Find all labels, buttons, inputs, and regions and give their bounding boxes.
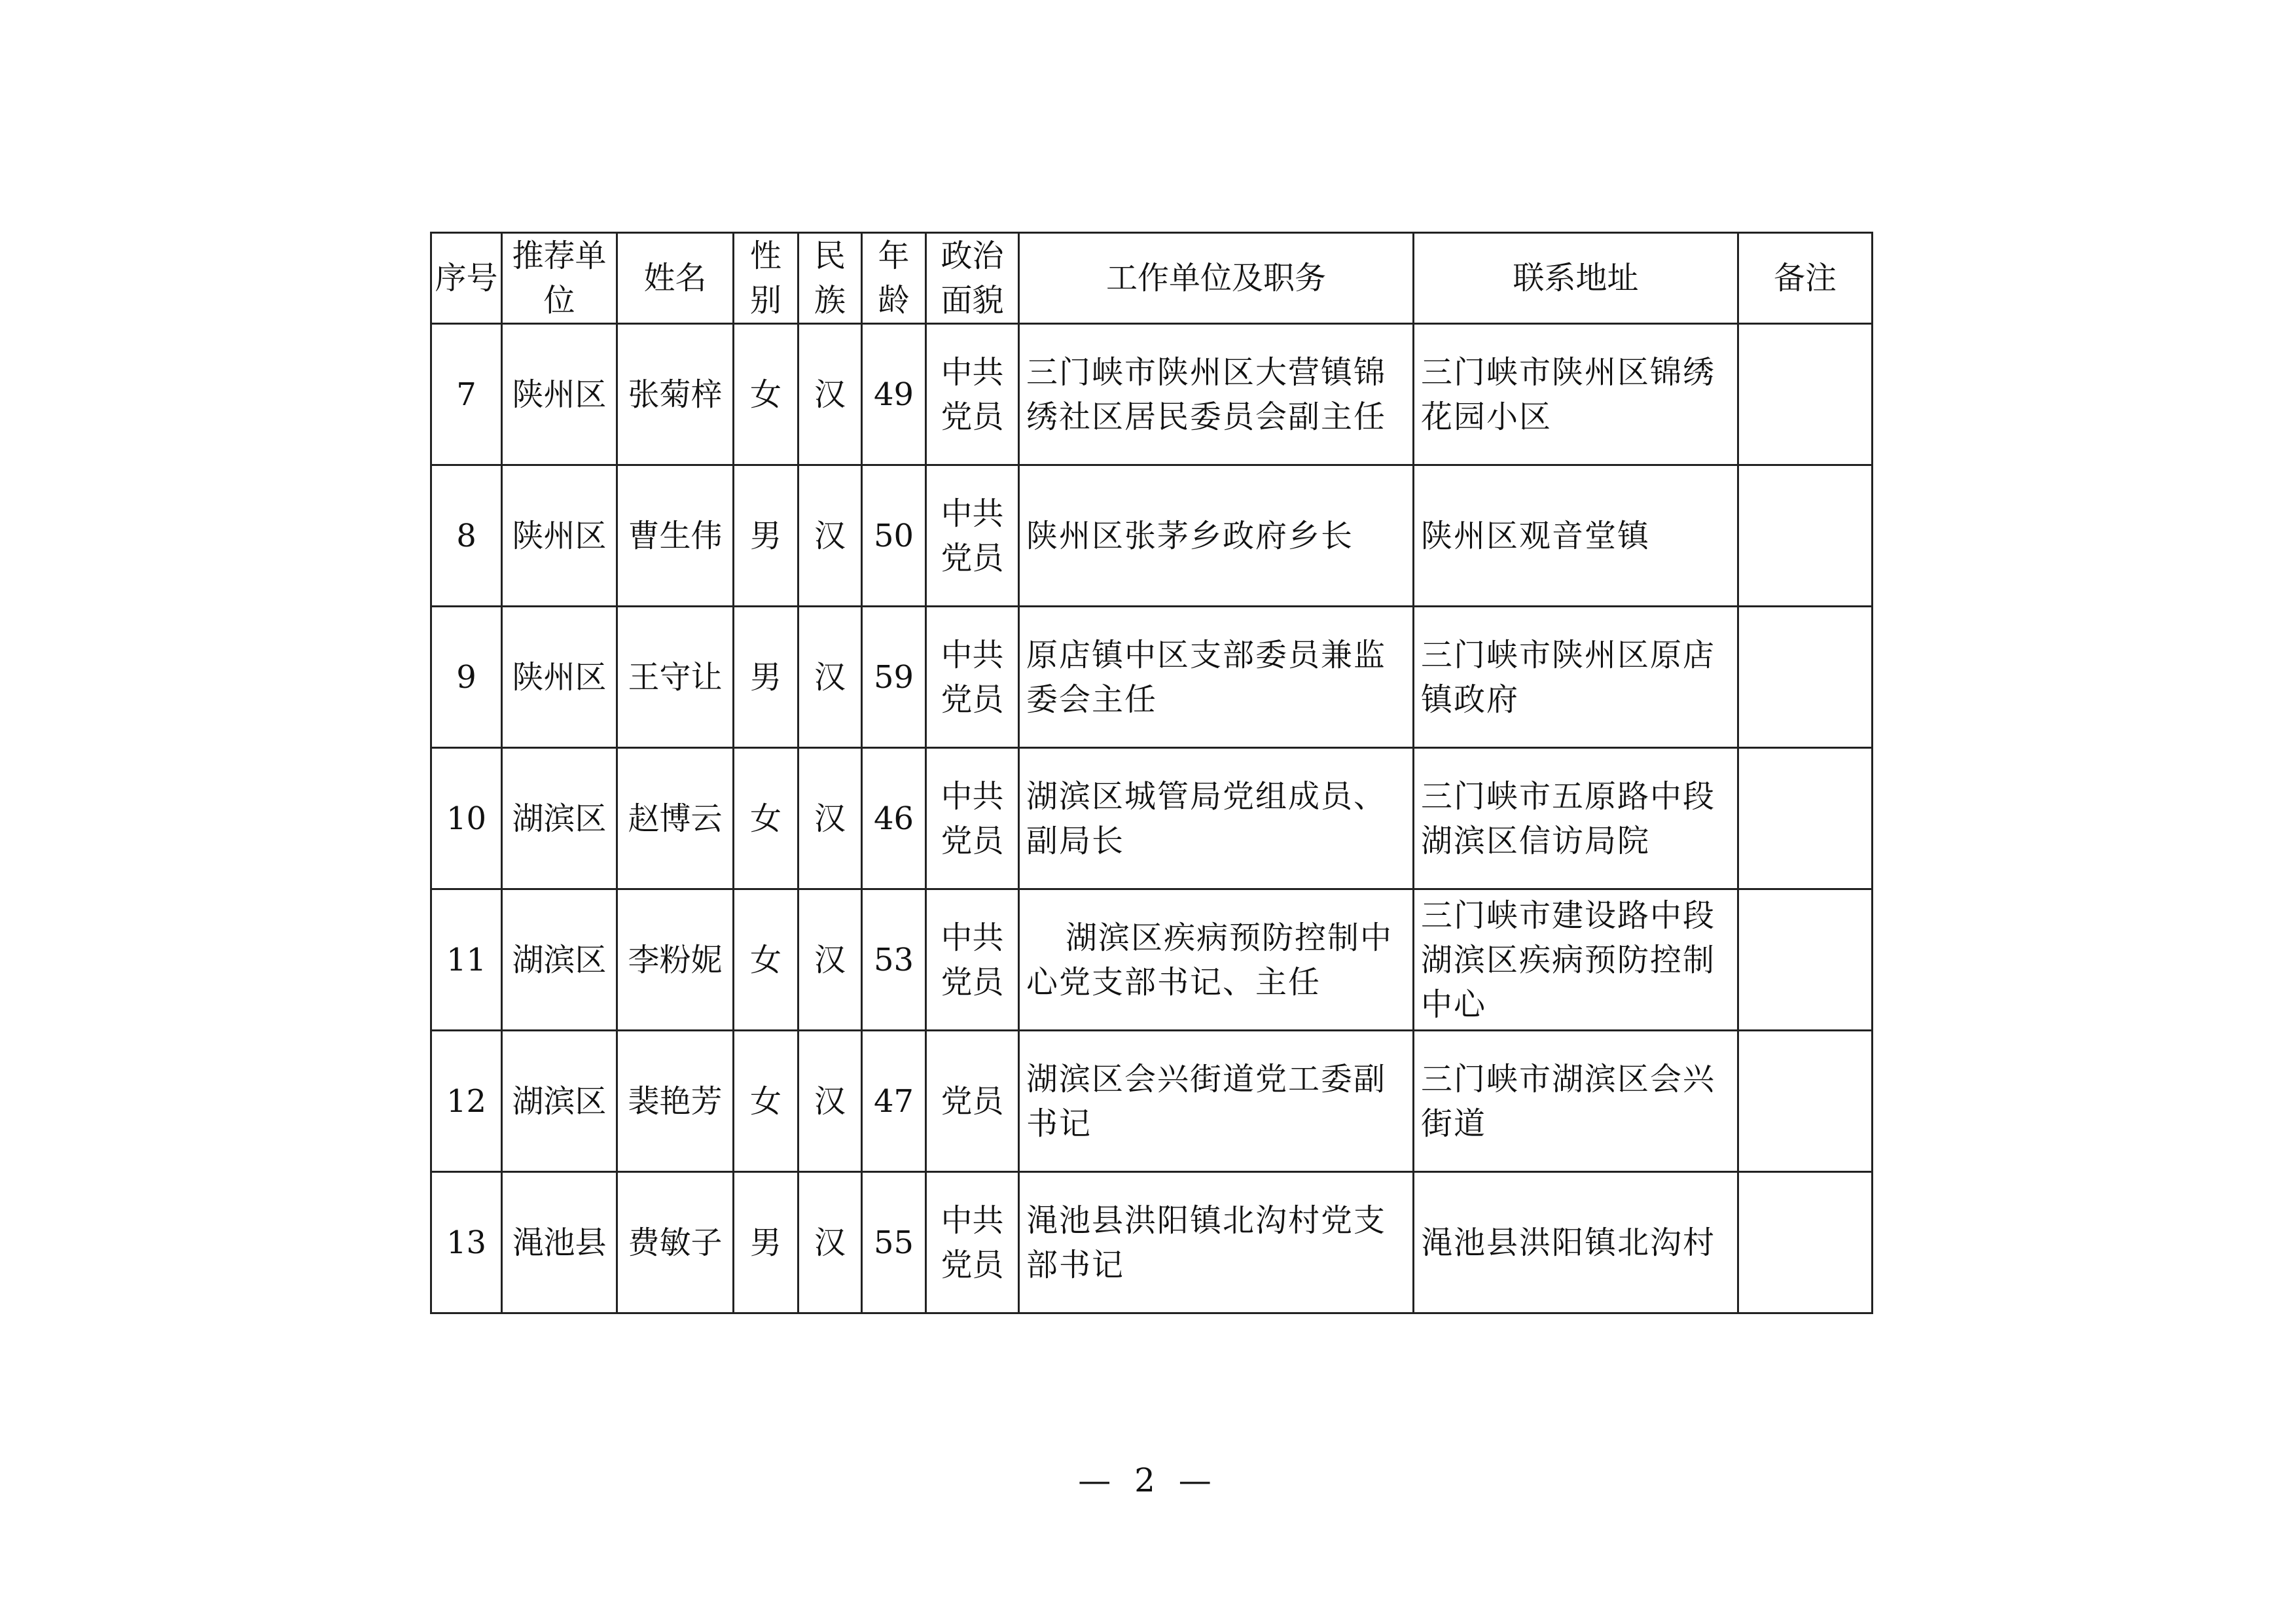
cell-name: 王守让 <box>617 607 734 748</box>
header-unit: 推荐单位 <box>502 233 617 324</box>
cell-seq: 11 <box>431 889 502 1031</box>
cell-gender: 女 <box>734 889 798 1031</box>
cell-age: 49 <box>862 324 926 465</box>
cell-remarks <box>1738 1172 1873 1313</box>
cell-name: 裴艳芳 <box>617 1031 734 1172</box>
cell-remarks <box>1738 607 1873 748</box>
cell-unit: 陕州区 <box>502 607 617 748</box>
table-row <box>431 465 1873 607</box>
cell-political: 中共党员 <box>926 465 1019 607</box>
table-row <box>431 607 1873 748</box>
cell-remarks <box>1738 324 1873 465</box>
cell-political: 党员 <box>926 1031 1019 1172</box>
cell-position: 渑池县洪阳镇北沟村党支部书记 <box>1019 1172 1414 1313</box>
cell-age: 47 <box>862 1031 926 1172</box>
cell-ethnicity: 汉 <box>798 889 862 1031</box>
header-political: 政治面貌 <box>926 233 1019 324</box>
cell-address: 三门峡市湖滨区会兴街道 <box>1414 1031 1738 1172</box>
cell-name: 费敏子 <box>617 1172 734 1313</box>
cell-remarks <box>1738 889 1873 1031</box>
table-row <box>431 1172 1873 1313</box>
table-row <box>431 324 1873 465</box>
header-ethnicity: 民族 <box>798 233 862 324</box>
cell-ethnicity: 汉 <box>798 1031 862 1172</box>
cell-political: 中共党员 <box>926 889 1019 1031</box>
cell-gender: 男 <box>734 465 798 607</box>
cell-seq: 12 <box>431 1031 502 1172</box>
cell-address: 三门峡市陕州区锦绣花园小区 <box>1414 324 1738 465</box>
cell-seq: 9 <box>431 607 502 748</box>
cell-address: 三门峡市建设路中段湖滨区疾病预防控制中心 <box>1414 889 1738 1031</box>
table-header-row <box>431 233 1873 324</box>
cell-remarks <box>1738 465 1873 607</box>
header-name: 姓名 <box>617 233 734 324</box>
cell-political: 中共党员 <box>926 748 1019 889</box>
cell-unit: 渑池县 <box>502 1172 617 1313</box>
cell-remarks <box>1738 1031 1873 1172</box>
cell-address: 陕州区观音堂镇 <box>1414 465 1738 607</box>
cell-ethnicity: 汉 <box>798 465 862 607</box>
cell-position: 湖滨区会兴街道党工委副书记 <box>1019 1031 1414 1172</box>
table-row <box>431 889 1873 1031</box>
cell-seq: 10 <box>431 748 502 889</box>
table-row <box>431 748 1873 889</box>
cell-ethnicity: 汉 <box>798 1172 862 1313</box>
cell-address: 渑池县洪阳镇北沟村 <box>1414 1172 1738 1313</box>
page-number: — 2 — <box>1078 1461 1218 1499</box>
cell-political: 中共党员 <box>926 324 1019 465</box>
cell-ethnicity: 汉 <box>798 748 862 889</box>
cell-position: 湖滨区疾病预防控制中心党支部书记、主任 <box>1019 889 1414 1031</box>
cell-seq: 8 <box>431 465 502 607</box>
cell-position: 陕州区张茅乡政府乡长 <box>1019 465 1414 607</box>
header-remarks: 备注 <box>1738 233 1873 324</box>
cell-age: 50 <box>862 465 926 607</box>
cell-position: 三门峡市陕州区大营镇锦绣社区居民委员会副主任 <box>1019 324 1414 465</box>
cell-political: 中共党员 <box>926 607 1019 748</box>
cell-age: 55 <box>862 1172 926 1313</box>
cell-unit: 湖滨区 <box>502 1031 617 1172</box>
cell-address: 三门峡市陕州区原店镇政府 <box>1414 607 1738 748</box>
header-seq: 序号 <box>431 233 502 324</box>
cell-name: 张菊梓 <box>617 324 734 465</box>
cell-political: 中共党员 <box>926 1172 1019 1313</box>
candidate-table <box>430 232 1873 1314</box>
header-address: 联系地址 <box>1414 233 1738 324</box>
cell-position: 原店镇中区支部委员兼监委会主任 <box>1019 607 1414 748</box>
cell-unit: 陕州区 <box>502 465 617 607</box>
cell-position: 湖滨区城管局党组成员、副局长 <box>1019 748 1414 889</box>
cell-seq: 7 <box>431 324 502 465</box>
cell-age: 59 <box>862 607 926 748</box>
cell-unit: 湖滨区 <box>502 889 617 1031</box>
header-position: 工作单位及职务 <box>1019 233 1414 324</box>
cell-ethnicity: 汉 <box>798 324 862 465</box>
cell-unit: 湖滨区 <box>502 748 617 889</box>
header-gender: 性别 <box>734 233 798 324</box>
cell-seq: 13 <box>431 1172 502 1313</box>
cell-ethnicity: 汉 <box>798 607 862 748</box>
cell-name: 赵博云 <box>617 748 734 889</box>
cell-unit: 陕州区 <box>502 324 617 465</box>
cell-remarks <box>1738 748 1873 889</box>
cell-gender: 男 <box>734 1172 798 1313</box>
cell-address: 三门峡市五原路中段湖滨区信访局院 <box>1414 748 1738 889</box>
cell-age: 53 <box>862 889 926 1031</box>
cell-gender: 男 <box>734 607 798 748</box>
cell-name: 李粉妮 <box>617 889 734 1031</box>
cell-age: 46 <box>862 748 926 889</box>
cell-gender: 女 <box>734 324 798 465</box>
table-row <box>431 1031 1873 1172</box>
cell-gender: 女 <box>734 1031 798 1172</box>
header-age: 年龄 <box>862 233 926 324</box>
cell-gender: 女 <box>734 748 798 889</box>
cell-name: 曹生伟 <box>617 465 734 607</box>
